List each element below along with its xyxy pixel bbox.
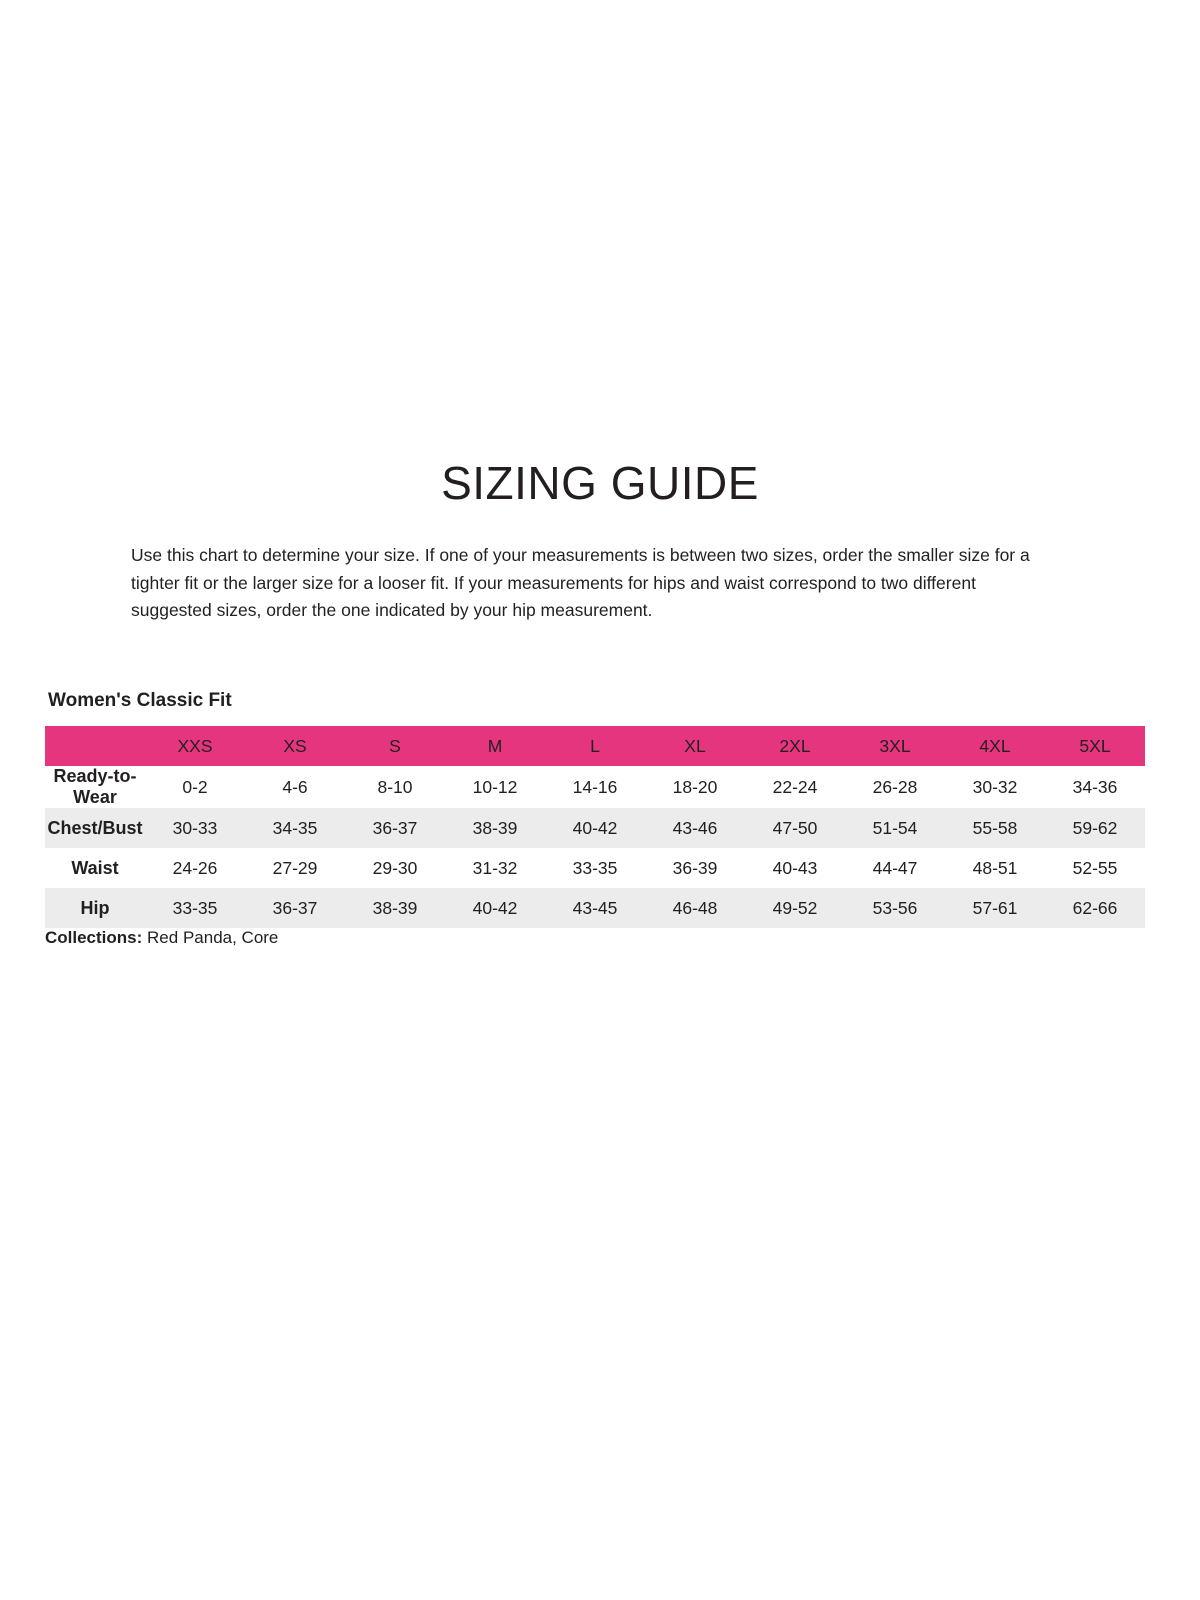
cell: 36-37: [345, 808, 445, 848]
table-row: [45, 766, 1145, 808]
column-header-xxs: XXS: [145, 726, 245, 766]
cell: 38-39: [445, 808, 545, 848]
cell: 26-28: [845, 766, 945, 808]
cell: 8-10: [345, 766, 445, 808]
cell: 40-42: [545, 808, 645, 848]
table-row: [45, 848, 1145, 888]
row-label-chest-bust: Chest/Bust: [45, 808, 145, 848]
cell: 52-55: [1045, 848, 1145, 888]
cell: 57-61: [945, 888, 1045, 928]
cell: 40-43: [745, 848, 845, 888]
cell: 27-29: [245, 848, 345, 888]
column-header-blank: [45, 726, 145, 766]
column-header-m: M: [445, 726, 545, 766]
cell: 22-24: [745, 766, 845, 808]
column-header-xs: XS: [245, 726, 345, 766]
cell: 33-35: [145, 888, 245, 928]
table-header-row: [45, 726, 1145, 766]
cell: 40-42: [445, 888, 545, 928]
column-header-4xl: 4XL: [945, 726, 1045, 766]
cell: 62-66: [1045, 888, 1145, 928]
table-body: [45, 766, 1145, 928]
cell: 0-2: [145, 766, 245, 808]
table-row: [45, 888, 1145, 928]
section-title: Women's Classic Fit: [48, 690, 232, 711]
cell: 51-54: [845, 808, 945, 848]
cell: 31-32: [445, 848, 545, 888]
cell: 53-56: [845, 888, 945, 928]
cell: 46-48: [645, 888, 745, 928]
collections-value: Red Panda, Core: [147, 928, 279, 947]
cell: 38-39: [345, 888, 445, 928]
cell: 24-26: [145, 848, 245, 888]
cell: 36-39: [645, 848, 745, 888]
row-label-waist: Waist: [45, 848, 145, 888]
cell: 10-12: [445, 766, 545, 808]
column-header-3xl: 3XL: [845, 726, 945, 766]
cell: 34-35: [245, 808, 345, 848]
size-table-wrapper: [45, 726, 1145, 928]
collections-label: Collections:: [45, 928, 143, 947]
intro-paragraph: Use this chart to determine your size. If one of your measurements is between two sizes, order the smaller size for a tighter fit or the larger size for a looser fit. If your measurements for hips and waist correspond to two different suggested sizes, order the one indicated by your hip measurement.: [131, 545, 1030, 621]
cell: 34-36: [1045, 766, 1145, 808]
row-label-hip: Hip: [45, 888, 145, 928]
column-header-s: S: [345, 726, 445, 766]
table-row: [45, 808, 1145, 848]
table-header: [45, 726, 1145, 766]
cell: 18-20: [645, 766, 745, 808]
cell: 43-45: [545, 888, 645, 928]
column-header-2xl: 2XL: [745, 726, 845, 766]
cell: 44-47: [845, 848, 945, 888]
collections-line: [45, 928, 278, 948]
cell: 14-16: [545, 766, 645, 808]
column-header-l: L: [545, 726, 645, 766]
row-label-ready-to-wear: Ready-to-Wear: [45, 766, 145, 808]
cell: 36-37: [245, 888, 345, 928]
cell: 30-33: [145, 808, 245, 848]
cell: 55-58: [945, 808, 1045, 848]
page-title: SIZING GUIDE: [441, 457, 759, 509]
cell: 59-62: [1045, 808, 1145, 848]
cell: 43-46: [645, 808, 745, 848]
column-header-5xl: 5XL: [1045, 726, 1145, 766]
size-chart-table: [45, 726, 1145, 928]
column-header-xl: XL: [645, 726, 745, 766]
cell: 47-50: [745, 808, 845, 848]
cell: 33-35: [545, 848, 645, 888]
cell: 4-6: [245, 766, 345, 808]
cell: 48-51: [945, 848, 1045, 888]
cell: 30-32: [945, 766, 1045, 808]
cell: 29-30: [345, 848, 445, 888]
cell: 49-52: [745, 888, 845, 928]
